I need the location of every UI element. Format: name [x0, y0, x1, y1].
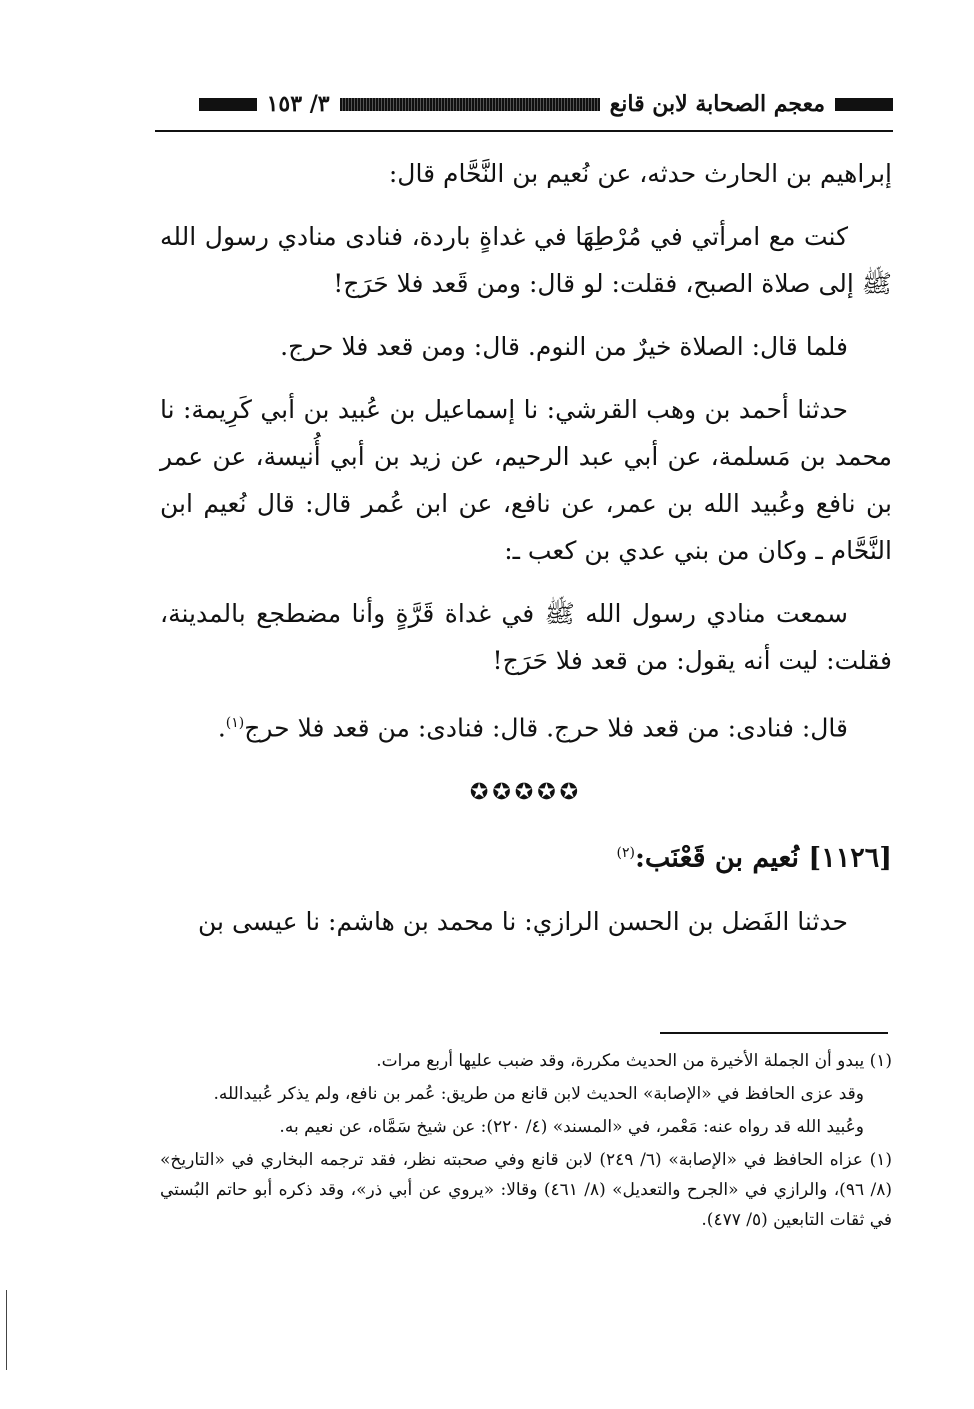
scan-edge-line	[6, 1290, 7, 1370]
footnote-rule	[660, 1032, 888, 1034]
running-head-title: معجم الصحابة لابن قانع	[609, 91, 825, 117]
header-bar-right	[835, 98, 893, 111]
header-rule	[155, 130, 893, 132]
paragraph: فلما قال: الصلاة خيرٌ من النوم. قال: ومن قعد فلا حرج.	[280, 332, 848, 361]
entry-title: [١١٢٦] نُعيم بن قَعْنَب:	[634, 842, 892, 874]
footnote: وقد عزى الحافظ في «الإصابة» الحديث لابن قانع من طريق: عُمر بن نافع، ولم يذكر عُبيدالله.	[213, 1084, 864, 1104]
paragraph: سمعت منادي رسول الله ﷺ في غداة قَرَّةٍ وأنا مضطجع بالمدينة، فقلت: ليت أنه يقول: من قعد فلا حَرَج!	[160, 599, 892, 675]
paragraph: حدثنا الفَضل بن الحسن الرازي: نا محمد بن هاشم: نا عيسى بن	[198, 906, 848, 936]
paragraph-end: .	[217, 713, 226, 743]
paragraph: حدثنا أحمد بن وهب القرشي: نا إسماعيل بن عُبيد بن أبي كَرِيمة: نا محمد بن مَسلمة، عن أبي عبد الرحيم، عن زيد بن أبي أُنيسة، عن عمر بن نافع وعُبيد الله بن عمر، عن نافع، عن ابن عُمر قال: قال نُعيم ابن النَّحَّام ـ وكان من بني عدي بن كعب ـ:	[160, 395, 892, 565]
footnotes	[160, 1046, 892, 1238]
header-bar-left	[199, 98, 257, 111]
paragraph-text: قال: فنادى: من قعد فلا حرج. قال: فنادى: من قعد فلا حرج	[244, 713, 848, 743]
page-number: ٣/ ١٥٣	[266, 91, 330, 117]
footnote-marker: (١)	[225, 715, 245, 731]
paragraph	[160, 700, 892, 751]
header-bar-middle	[340, 98, 600, 111]
paragraph: كنت مع امرأتي في مُرْطِهَا في غداةٍ باردة، فنادى منادي رسول الله ﷺ إلى صلاة الصبح، فقلت: لو قال: ومن قَعد فلا حَرَج!	[160, 222, 892, 298]
entry-heading	[160, 830, 892, 881]
running-head	[155, 86, 893, 122]
footnote-marker: (٢)	[616, 845, 635, 862]
section-separator: ✪✪✪✪✪	[469, 780, 583, 806]
footnote: (١) يبدو أن الجملة الأخيرة من الحديث مكررة، وقد ضبب عليها أربع مرات.	[376, 1051, 892, 1071]
footnote: وعُبيد الله قد رواه عنه: مَعْمر، في «المسند» (٤/ ٢٢٠): عن شيخ سَمَّاه، عن نعيم به.	[279, 1117, 864, 1137]
footnote: (١) عزاه الحافظ في «الإصابة» (٦/ ٢٤٩) لابن قانع وفي صحبته نظر، فقد ترجمه البخاري في «التاريخ» (٨/ ٩٦)، والرازي في «الجرح والتعديل» (٨/ ٤٦١) وقالا: «يروي عن أبي ذر»، وقد ذكره أبو حاتم البُستي في ثقات التابعين (٥/ ٤٧٧).	[160, 1150, 893, 1230]
main-text	[160, 150, 892, 961]
paragraph: إبراهيم بن الحارث حدثه، عن نُعيم بن النَّحَّام قال:	[388, 159, 892, 188]
